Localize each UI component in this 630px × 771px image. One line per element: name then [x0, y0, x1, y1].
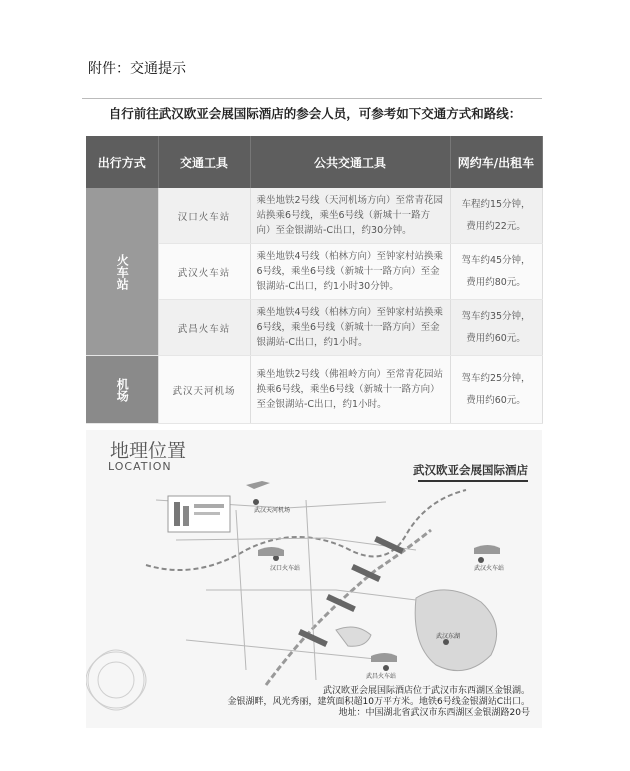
- table-header-row: [86, 136, 542, 188]
- map-subtitle: LOCATION: [108, 460, 172, 473]
- taxi-cost: 费用约60元。: [466, 394, 526, 406]
- address-line: 地址：中国湖北省武汉市东西湖区金银湖路20号: [338, 708, 530, 718]
- hotel-underline: [418, 480, 528, 482]
- header-public: 公共交通工具: [250, 136, 450, 188]
- taxi-cell: [450, 356, 542, 424]
- map-label-wuhan: 武汉火车站: [474, 565, 505, 572]
- taxi-cell: [450, 188, 542, 244]
- map-title: 地理位置: [110, 440, 187, 462]
- page-title: 附件：交通提示: [88, 61, 186, 77]
- taxi-time: 驾车约35分钟，: [461, 310, 531, 322]
- divider: [82, 98, 542, 99]
- hotel-photo: [168, 496, 230, 532]
- taxi-time: 车程约15分钟，: [461, 198, 531, 210]
- taxi-time: 驾车约25分钟，: [461, 372, 531, 384]
- lake-donghu: [415, 590, 496, 671]
- flower-decoration: [86, 650, 146, 710]
- transport-table: [86, 136, 543, 424]
- public-transport-cell: 乘坐地铁4号线（柏林方向）至钟家村站换乘6号线，乘坐6号线（新城十一路方向）至金银湖站-C出口，约1小时。: [250, 300, 450, 356]
- header-mode: 出行方式: [86, 136, 158, 188]
- location-map: [86, 430, 542, 728]
- map-label-wuchang: 武昌火车站: [366, 673, 397, 680]
- lake-small: [336, 627, 371, 646]
- table-row: [86, 188, 542, 244]
- header-tool: 交通工具: [158, 136, 250, 188]
- location-description: [200, 686, 530, 719]
- public-transport-cell: 乘坐地铁2号线（天河机场方向）至常青花园站换乘6号线，乘坐6号线（新城十一路方向）至金银湖站-C出口，约30分钟。: [250, 188, 450, 244]
- taxi-cost: 费用约22元。: [466, 220, 526, 232]
- group-railway: 火车站: [86, 188, 158, 356]
- header-taxi: 网约车/出租车: [450, 136, 542, 188]
- taxi-cost: 费用约60元。: [466, 332, 526, 344]
- map-label-hankou: 汉口火车站: [270, 565, 301, 572]
- public-transport-cell: 乘坐地铁2号线（佛祖岭方向）至常青花园站换乘6号线，乘坐6号线（新城十一路方向）至金银湖站-C出口，约1小时。: [250, 356, 450, 424]
- tool-cell: 武汉天河机场: [158, 356, 250, 424]
- map-label-airport: 武汉天河机场: [254, 507, 291, 514]
- public-transport-cell: 乘坐地铁4号线（柏林方向）至钟家村站换乘6号线，乘坐6号线（新城十一路方向）至金银湖站-C出口，约1小时30分钟。: [250, 244, 450, 300]
- desc-line: 武汉欧亚会展国际酒店位于武汉市东西湖区金银湖。: [322, 686, 530, 696]
- taxi-cell: [450, 300, 542, 356]
- map-label-donghu: 武汉东湖: [436, 633, 461, 640]
- taxi-cell: [450, 244, 542, 300]
- taxi-cost: 费用约80元。: [466, 276, 526, 288]
- tool-cell: 武汉火车站: [158, 244, 250, 300]
- group-airport: 机场: [86, 356, 158, 424]
- tool-cell: 汉口火车站: [158, 188, 250, 244]
- tool-cell: 武昌火车站: [158, 300, 250, 356]
- hotel-name: 武汉欧亚会展国际酒店: [413, 463, 528, 477]
- intro-text: 自行前往武汉欧亚会展国际酒店的参会人员，可参考如下交通方式和路线：: [108, 106, 522, 121]
- desc-line: 金银湖畔，风光秀丽，建筑面积超10万平方米。地铁6号线金银湖站C出口。: [227, 697, 530, 707]
- taxi-time: 驾车约45分钟，: [461, 254, 531, 266]
- table-row: [86, 356, 542, 424]
